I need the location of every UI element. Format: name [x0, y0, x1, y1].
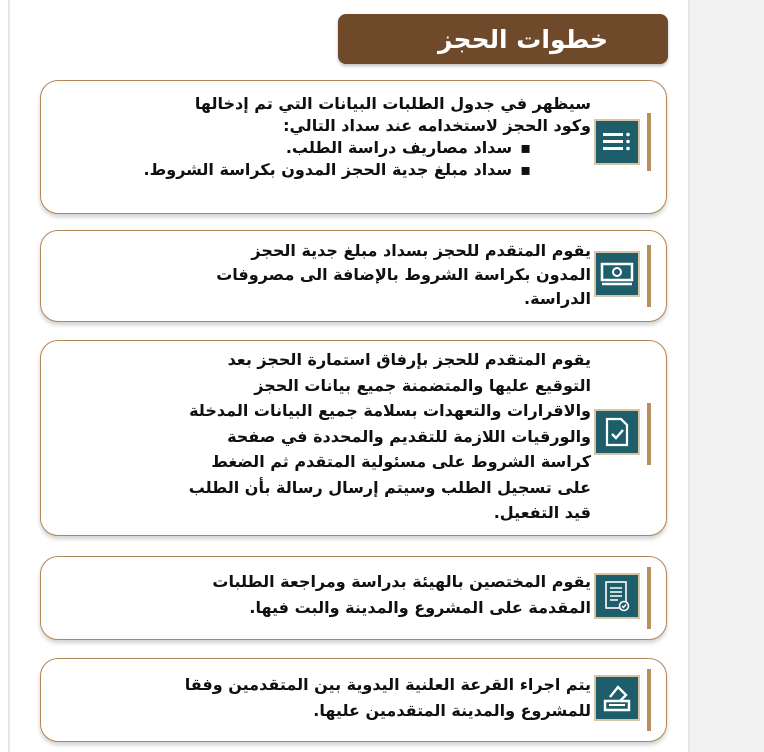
icon-accent-bar: [647, 567, 651, 629]
step-line: كراسة الشروط على مسئولية المتقدم ثم الضغط: [211, 452, 591, 471]
step-line: يقوم المختصين بالهيئة بدراسة ومراجعة الطلبات: [212, 572, 591, 591]
step-card-4: [40, 556, 667, 640]
page-right-border: [688, 0, 690, 752]
step-line: للمشروع والمدينة المتقدمين عليها.: [313, 701, 591, 720]
step-card-2: [40, 230, 667, 322]
step-line: الدراسة.: [524, 289, 591, 308]
icon-accent-bar: [647, 403, 651, 465]
step-card-1: [40, 80, 667, 214]
step-icon-box: [589, 245, 651, 307]
step-card-5: [40, 658, 667, 742]
icon-accent-bar: [647, 669, 651, 731]
review-document-icon: [594, 573, 640, 619]
icon-accent-bar: [647, 113, 651, 171]
ballot-box-icon: [594, 675, 640, 721]
step-line: على تسجيل الطلب وسيتم إرسال رسالة بأن الطلب: [188, 477, 591, 497]
section-title-tab: [338, 14, 668, 64]
bullet-item: [65, 159, 591, 181]
step-line: المدون بكراسة الشروط بالإضافة الى مصروفات: [216, 265, 591, 284]
step-text: [65, 672, 591, 724]
page-left-border: [8, 0, 10, 752]
step-line: التوقيع عليها والمتضمنة جميع بيانات الحجز: [254, 375, 591, 395]
icon-accent-bar: [647, 245, 651, 307]
step-text: [65, 569, 591, 621]
step-line: قيد التفعيل.: [493, 503, 591, 522]
page-title: خطوات الحجز: [438, 24, 608, 54]
step-text: [65, 93, 591, 181]
step-line: يقوم المتقدم للحجز بإرفاق استمارة الحجز بعد: [227, 350, 591, 369]
step-text: [65, 239, 591, 311]
bullet-item-text: سداد مبلغ جدية الحجز المدون بكراسة الشروط.: [143, 160, 513, 179]
step-line: يقوم المتقدم للحجز بسداد مبلغ جدية الحجز: [251, 241, 591, 260]
step-line: المقدمة على المشروع والمدينة والبت فيها.: [249, 598, 591, 617]
step-icon-box: [589, 567, 651, 629]
bullet-item-text: سداد مصاريف دراسة الطلب.: [285, 138, 513, 157]
step-line: يتم اجراء القرعة العلنية اليدوية بين المتقدمين وفقا: [184, 675, 591, 694]
document-check-icon: [594, 409, 640, 455]
list-icon: [594, 119, 640, 165]
step-line: سيظهر في جدول الطلبات البيانات التي تم إدخالها: [194, 94, 591, 113]
step-icon-box: [589, 403, 651, 465]
step-line: والورقيات اللازمة للتقديم والمحددة في صفحة: [227, 426, 591, 446]
step-card-3: [40, 340, 667, 536]
bullet-item: [65, 137, 591, 159]
step-text: [65, 347, 591, 526]
step-line: وكود الحجز لاستخدامه عند سداد التالي:: [283, 116, 591, 135]
step-icon-box: [589, 113, 651, 171]
step-icon-box: [589, 669, 651, 731]
step-line: والاقرارات والتعهدات بسلامة جميع البيانات المدخلة: [189, 401, 591, 420]
money-icon: [594, 251, 640, 297]
